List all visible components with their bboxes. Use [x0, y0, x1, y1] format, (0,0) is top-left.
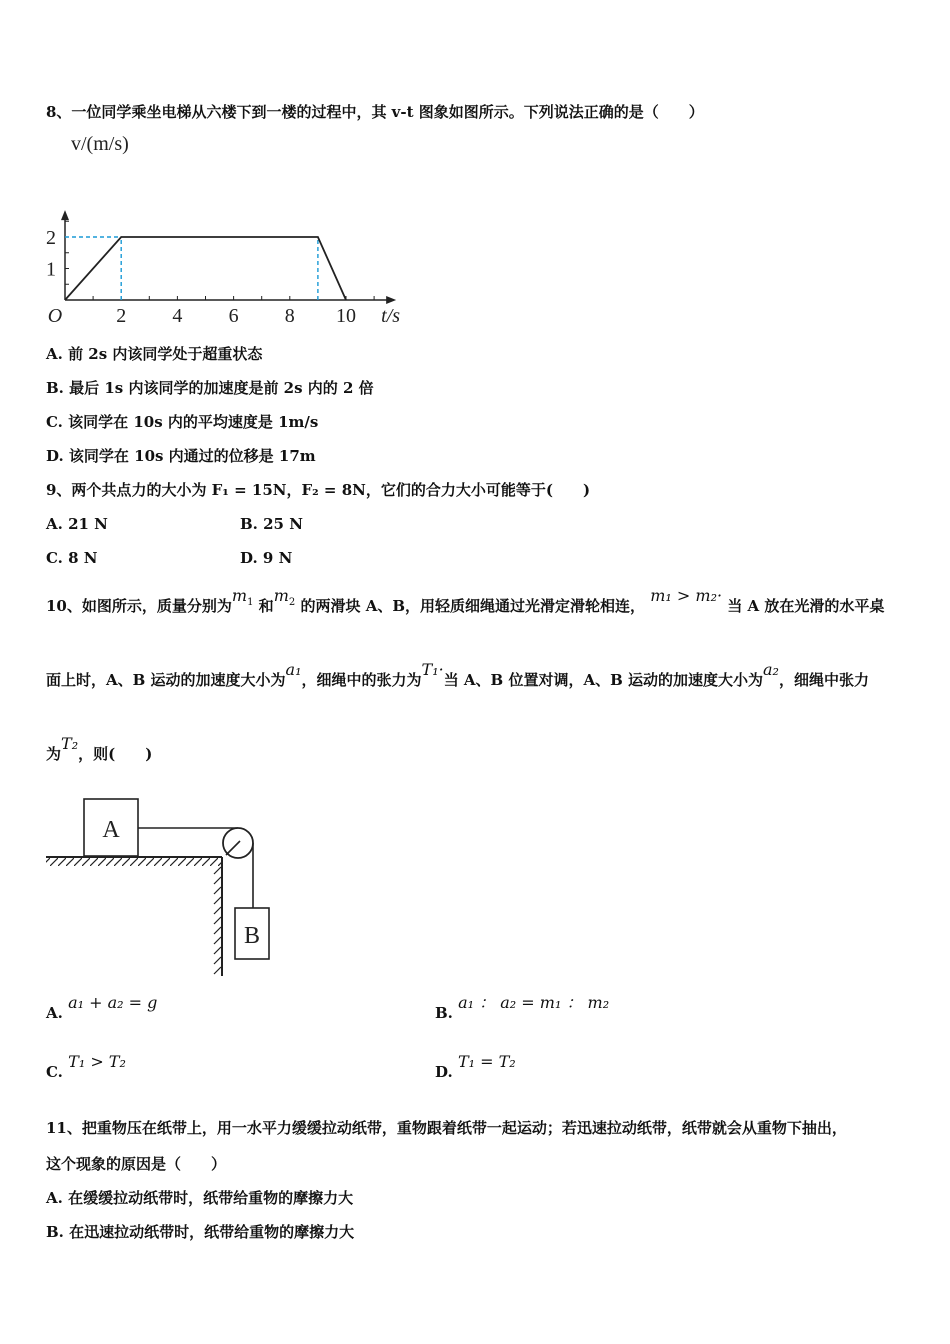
q10-option-d-expr: T₁ = T₂ — [457, 1052, 516, 1071]
q10-T1: T₁· — [421, 660, 444, 679]
q10-line-1 — [46, 586, 885, 623]
y-axis-arrow — [61, 210, 69, 220]
q9-option-a: A. 21 N — [46, 515, 108, 533]
q10-text-2a: 面上时，A、B 运动的加速度大小为 — [46, 671, 286, 689]
q9-option-b: B. 25 N — [240, 515, 303, 533]
q10-option-b: B. a₁ ： a₂ = m₁ ： m₂ — [435, 993, 610, 1022]
x-tick-label: 2 — [116, 305, 127, 327]
q10-text-3a: 为 — [46, 745, 62, 763]
y-tick-label: 1 — [46, 258, 56, 281]
q8-option-c: C. 该同学在 10s 内的平均速度是 1m/s — [46, 413, 319, 431]
q8-stem: 8、一位同学乘坐电梯从六楼下到一楼的过程中，其 v-t 图象如图所示。下列说法正确的是（ ） — [46, 103, 704, 121]
q10-condition: m₁ > m₂· — [650, 586, 723, 605]
wall-hatch — [214, 867, 221, 974]
x-tick-label: 8 — [284, 305, 295, 327]
q11-stem-line-1: 11、把重物压在纸带上，用一水平力缓缓拉动纸带，重物跟着纸带一起运动；若迅速拉动纸带，纸带就会从重物下抽出， — [46, 1119, 847, 1137]
q10-a1: a₁ — [285, 660, 302, 679]
q10-line-2 — [46, 660, 869, 690]
q8-option-a: A. 前 2s 内该同学处于超重状态 — [46, 345, 263, 363]
q8-option-b: B. 最后 1s 内该同学的加速度是前 2s 内的 2 倍 — [46, 379, 374, 397]
q11-stem-line-2: 这个现象的原因是（ ） — [46, 1155, 227, 1173]
q10-text-1b: 的两滑块 A、B，用轻质细绳通过光滑定滑轮相连， — [300, 597, 646, 615]
x-axis-arrow — [386, 296, 396, 304]
q10-option-c: C. T₁ > T₂ — [46, 1052, 126, 1081]
q8-option-d: D. 该同学在 10s 内通过的位移是 17m — [46, 447, 316, 465]
block-b-label: B — [243, 923, 261, 949]
q10-a2: a₂ — [763, 660, 779, 679]
velocity-line — [65, 237, 346, 300]
q10-option-a: A. a₁ + a₂ = g — [46, 993, 158, 1022]
x-axis-label: t/s — [381, 305, 400, 327]
q9-option-c: C. 8 N — [46, 549, 98, 567]
q10-option-b-expr: a₁ ： a₂ = m₁ ： m₂ — [458, 993, 610, 1012]
x-tick-label: 6 — [228, 305, 239, 327]
q10-option-c-expr: T₁ > T₂ — [68, 1052, 126, 1071]
q10-T2: T₂ — [61, 734, 79, 753]
q11-option-a: A. 在缓缓拉动纸带时，纸带给重物的摩擦力大 — [46, 1189, 354, 1207]
q9-stem: 9、两个共点力的大小为 F₁ = 15N，F₂ = 8N，它们的合力大小可能等于( ) — [46, 481, 591, 499]
table-hatch — [46, 858, 222, 866]
q10-and: 和 — [258, 597, 274, 615]
x-tick-label: 10 — [336, 305, 356, 327]
q10-m2: $m_2$ — [273, 586, 296, 609]
x-tick-label: 4 — [172, 305, 183, 327]
q10-option-d: D. T₁ = T₂ — [435, 1052, 516, 1081]
q10-text-2d: ，细绳中张力 — [778, 671, 869, 689]
origin-label: O — [47, 305, 63, 327]
block-a-label: A — [102, 817, 120, 843]
q10-line-3 — [46, 734, 153, 764]
q10-text-1c: 当 A 放在光滑的水平桌 — [727, 597, 885, 615]
q8-vt-chart — [40, 132, 400, 332]
q10-text-2b: ，细绳中的张力为 — [301, 671, 422, 689]
q10-m1: $m_1$ — [231, 586, 254, 609]
q11-option-b: B. 在迅速拉动纸带时，纸带给重物的摩擦力大 — [46, 1223, 355, 1241]
q10-option-a-expr: a₁ + a₂ = g — [68, 993, 158, 1012]
q10-text-3b: ，则( ) — [78, 745, 153, 763]
y-axis-label: v/(m/s) — [71, 133, 129, 155]
q10-pulley-figure — [42, 794, 282, 984]
q10-text-1a: 10、如图所示，质量分别为 — [46, 597, 232, 615]
y-tick-label: 2 — [46, 227, 56, 249]
q9-option-d: D. 9 N — [240, 549, 293, 567]
q10-text-2c: 当 A、B 位置对调，A、B 运动的加速度大小为 — [443, 671, 763, 689]
